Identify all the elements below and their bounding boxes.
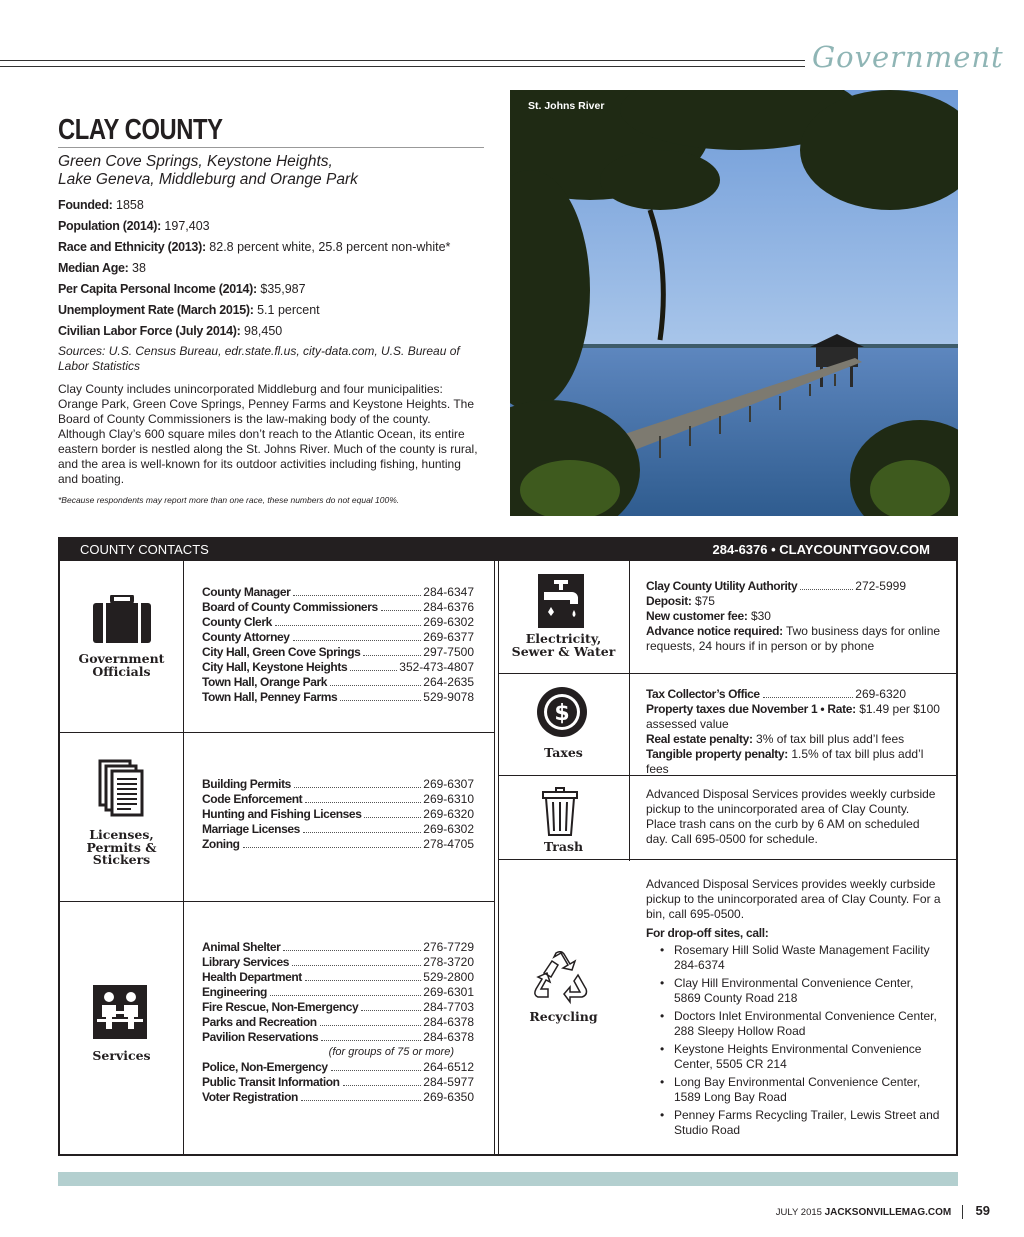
contact-phone: 269-6310 xyxy=(423,792,474,806)
contact-name: Hunting and Fishing Licenses xyxy=(202,807,362,821)
info-label: Advance notice required: xyxy=(646,624,783,638)
category-taxes: Taxes xyxy=(544,745,583,760)
contact-phone: 529-2800 xyxy=(423,970,474,984)
fact-unemployment xyxy=(58,300,490,321)
dollar-coin-icon xyxy=(536,686,588,738)
fact-label: Median Age: xyxy=(58,261,129,275)
category-utilities xyxy=(502,633,625,658)
property-tax-info xyxy=(646,702,942,732)
contact-entry xyxy=(202,807,474,822)
footer-separator xyxy=(962,1205,963,1219)
contact-name: Code Enforcement xyxy=(202,792,303,806)
fact-value: 5.1 percent xyxy=(253,303,320,317)
contact-phone: 269-6302 xyxy=(423,822,474,836)
category-label-line: Government xyxy=(78,651,165,666)
contact-phone: 269-6377 xyxy=(423,630,474,644)
fact-label: Per Capita Personal Income (2014): xyxy=(58,282,257,296)
contact-phone: 269-6302 xyxy=(423,615,474,629)
dropoff-site: Rosemary Hill Solid Waste Management Facility 284-6374 xyxy=(674,943,930,972)
county-contacts xyxy=(58,537,958,1156)
contact-name: City Hall, Green Cove Springs xyxy=(202,645,361,659)
info-label: New customer fee: xyxy=(646,609,748,623)
fact-value: 98,450 xyxy=(240,324,283,338)
info-label: Property taxes due November 1 • Rate: xyxy=(646,702,856,716)
contact-entry xyxy=(202,585,474,600)
services-contacts-list xyxy=(202,940,474,1105)
contact-entry xyxy=(202,1015,474,1030)
contacts-header xyxy=(60,539,956,561)
fact-label: Race and Ethnicity (2013): xyxy=(58,240,206,254)
category-government-officials xyxy=(64,653,179,678)
utilities-info xyxy=(646,579,942,654)
info-label: Tangible property penalty: xyxy=(646,747,788,761)
recycle-icon xyxy=(534,951,588,1005)
category-label-line: Electricity, xyxy=(525,631,602,646)
river-photo xyxy=(510,90,958,516)
contact-name: City Hall, Keystone Heights xyxy=(202,660,348,674)
page-footer xyxy=(700,1203,990,1219)
contact-name: Public Transit Information xyxy=(202,1075,340,1089)
fact-value: 82.8 percent white, 25.8 percent non-white* xyxy=(205,240,451,254)
contact-phone: 269-6301 xyxy=(423,985,474,999)
fact-labor-force xyxy=(58,321,490,342)
category-recycling: Recycling xyxy=(529,1009,598,1024)
licenses-contacts-list xyxy=(202,777,474,852)
advance-notice xyxy=(646,624,942,654)
svg-text:$: $ xyxy=(554,701,570,726)
pavilion-note: (for groups of 75 or more) xyxy=(328,1046,454,1058)
contact-entry xyxy=(202,645,474,660)
contact-phone: 529-9078 xyxy=(423,690,474,704)
category-licenses-permits xyxy=(64,829,179,867)
header-rule-top xyxy=(0,60,805,61)
contact-entry xyxy=(202,615,474,630)
contact-name: Town Hall, Orange Park xyxy=(202,675,328,689)
fact-value: 38 xyxy=(128,261,146,275)
contact-name: Building Permits xyxy=(202,777,291,791)
dropoff-site: Long Bay Environmental Convenience Center, 1589 Long Bay Road xyxy=(674,1075,921,1104)
category-label-line: Licenses, xyxy=(89,827,154,842)
dropoff-heading xyxy=(646,926,942,941)
fact-median-age xyxy=(58,258,490,279)
contact-entry xyxy=(202,985,474,1000)
header-rule-bottom xyxy=(0,66,805,67)
documents-icon xyxy=(98,759,146,817)
bullet: • xyxy=(660,1075,665,1089)
divider xyxy=(494,561,495,1156)
fact-founded xyxy=(58,195,490,216)
contact-entry xyxy=(646,579,906,594)
bullet: • xyxy=(660,943,665,957)
contact-phone: 352-473-4807 xyxy=(399,660,474,674)
contact-entry xyxy=(202,1030,474,1045)
contact-name: County Clerk xyxy=(202,615,272,629)
contact-phone: 269-6320 xyxy=(423,807,474,821)
contact-phone: 269-6320 xyxy=(855,687,906,701)
contact-name: Zoning xyxy=(202,837,240,851)
contact-name: Pavilion Reservations xyxy=(202,1030,319,1044)
magazine-url: JACKSONVILLEMAG.COM xyxy=(824,1207,952,1218)
contact-phone: 272-5999 xyxy=(855,579,906,593)
page-number: 59 xyxy=(975,1203,990,1218)
footer-accent-bar xyxy=(58,1172,958,1186)
government-contacts-list xyxy=(202,585,474,705)
contact-entry xyxy=(202,777,474,792)
divider xyxy=(60,901,495,902)
info-label: Real estate penalty: xyxy=(646,732,753,746)
contacts-phone-website: 284-6376 • CLAYCOUNTYGOV.COM xyxy=(712,542,930,557)
contact-phone: 284-5977 xyxy=(423,1075,474,1089)
contact-entry xyxy=(202,822,474,837)
contact-entry xyxy=(202,955,474,970)
dropoff-label: For drop-off sites, call: xyxy=(646,926,769,940)
tangible-property-penalty xyxy=(646,747,942,777)
dropoff-site: Clay Hill Environmental Convenience Center, 5869 County Road 218 xyxy=(674,976,914,1005)
info-label: Deposit: xyxy=(646,594,692,608)
contact-name: Animal Shelter xyxy=(202,940,281,954)
contact-phone: 278-4705 xyxy=(423,837,474,851)
contact-name: Marriage Licenses xyxy=(202,822,300,836)
category-label-line: Stickers xyxy=(92,852,151,867)
info-value: 3% of tax bill plus add’l fees xyxy=(752,732,905,746)
contact-entry xyxy=(202,660,474,675)
dropoff-site: Keystone Heights Environmental Convenience Center, 5505 CR 214 xyxy=(674,1042,922,1071)
fact-label: Civilian Labor Force (July 2014): xyxy=(58,324,241,338)
contact-entry xyxy=(202,690,474,705)
fact-value: 197,403 xyxy=(160,219,210,233)
title-rule xyxy=(58,147,484,148)
services-desk-icon xyxy=(93,985,147,1039)
subtitle-line: Green Cove Springs, Keystone Heights, xyxy=(58,153,333,170)
contact-phone: 284-6347 xyxy=(423,585,474,599)
contact-name: County Attorney xyxy=(202,630,290,644)
info-value: $30 xyxy=(747,609,771,623)
fact-label: Unemployment Rate (March 2015): xyxy=(58,303,254,317)
bullet: • xyxy=(660,1108,665,1122)
divider xyxy=(498,859,958,860)
fact-income xyxy=(58,279,490,300)
issue-date: JULY 2015 xyxy=(775,1207,822,1218)
contact-entry xyxy=(202,630,474,645)
fact-race xyxy=(58,237,490,258)
divider xyxy=(498,673,958,674)
info-value: 1.5% of tax bill plus add’l fees xyxy=(646,747,924,776)
category-label-line: Sewer & Water xyxy=(511,643,616,659)
river-photo-illustration xyxy=(510,90,958,516)
contact-name: Engineering xyxy=(202,985,267,999)
list-item xyxy=(646,943,942,973)
bullet: • xyxy=(660,1042,665,1056)
contact-entry xyxy=(202,1090,474,1105)
contact-name: Voter Registration xyxy=(202,1090,298,1104)
fact-label: Population (2014): xyxy=(58,219,161,233)
county-facts xyxy=(58,195,490,342)
list-item xyxy=(646,1042,942,1072)
new-customer-fee xyxy=(646,609,942,624)
info-value: Two business days for online requests, 24 hours if in person or by phone xyxy=(646,624,941,653)
fact-value: $35,987 xyxy=(256,282,306,296)
county-subtitle xyxy=(58,153,488,189)
divider xyxy=(60,732,495,733)
contact-name: County Manager xyxy=(202,585,291,599)
contact-entry xyxy=(202,1075,474,1090)
county-description: Clay County includes unincorporated Middleburg and four municipalities: Orange Park, Green Cove Springs, Penney Farms and Keystone Heights. The Board of County Commissioners is the law-making body of the county. Although Clay’s 600 square miles don’t reach to the Atlantic Ocean, its entire eastern border is nestled along the St. Johns River. Much of the county is rural, and the area is well-known for its outdoor activities including fishing, hunting and boating. xyxy=(58,382,478,486)
contact-name: Board of County Commissioners xyxy=(202,600,378,614)
contact-phone: 284-7703 xyxy=(423,1000,474,1014)
contact-entry xyxy=(202,1060,474,1075)
contact-phone: 284-6378 xyxy=(423,1015,474,1029)
contact-phone: 284-6378 xyxy=(423,1030,474,1044)
fact-population xyxy=(58,216,490,237)
contact-entry xyxy=(202,600,474,615)
subtitle-line: Lake Geneva, Middleburg and Orange Park xyxy=(58,171,358,188)
list-item xyxy=(646,976,942,1006)
divider xyxy=(183,561,184,1156)
trash-can-icon xyxy=(542,787,578,837)
list-item xyxy=(646,1108,942,1138)
contact-name: Library Services xyxy=(202,955,289,969)
contact-entry xyxy=(202,940,474,955)
contact-name: Health Department xyxy=(202,970,302,984)
real-estate-penalty xyxy=(646,732,942,747)
photo-caption: St. Johns River xyxy=(528,100,605,112)
trash-info: Advanced Disposal Services provides weekly curbside pickup to the unincorporated area of Clay County. Place trash cans on the curb by 6 AM on scheduled day. Call 695-0500 for schedule. xyxy=(646,787,936,846)
county-title: CLAY COUNTY xyxy=(58,114,223,146)
contact-name: Parks and Recreation xyxy=(202,1015,317,1029)
briefcase-icon xyxy=(93,595,151,643)
contact-phone: 278-3720 xyxy=(423,955,474,969)
contacts-heading: COUNTY CONTACTS xyxy=(80,542,209,557)
info-value: $1.49 per $100 assessed value xyxy=(646,702,940,731)
contact-name: Tax Collector’s Office xyxy=(646,687,760,701)
faucet-icon xyxy=(538,574,584,628)
footnote: *Because respondents may report more than one race, these numbers do not equal 100%. xyxy=(58,495,400,505)
fact-value: 1858 xyxy=(112,198,144,212)
contact-entry xyxy=(202,1000,474,1015)
contact-phone: 264-2635 xyxy=(423,675,474,689)
contact-name: Clay County Utility Authority xyxy=(646,579,798,593)
dropoff-site: Penney Farms Recycling Trailer, Lewis Street and Studio Road xyxy=(674,1108,940,1137)
contact-entry xyxy=(646,687,906,702)
bullet: • xyxy=(660,976,665,990)
category-trash: Trash xyxy=(543,839,584,854)
info-value: $75 xyxy=(691,594,715,608)
contact-phone: 269-6307 xyxy=(423,777,474,791)
taxes-info xyxy=(646,687,942,777)
contact-phone: 297-7500 xyxy=(423,645,474,659)
category-services: Services xyxy=(92,1048,151,1063)
contact-phone: 269-6350 xyxy=(423,1090,474,1104)
contact-phone: 264-6512 xyxy=(423,1060,474,1074)
bullet: • xyxy=(660,1009,665,1023)
section-title: Government xyxy=(812,40,1004,74)
contact-name: Police, Non-Emergency xyxy=(202,1060,328,1074)
list-item xyxy=(646,1009,942,1039)
deposit-info xyxy=(646,594,942,609)
category-label-line: Permits & xyxy=(86,839,157,855)
sources: Sources: U.S. Census Bureau, edr.state.fl.us, city-data.com, U.S. Bureau of Labor Statistics xyxy=(58,344,460,373)
contact-entry xyxy=(202,837,474,852)
list-item xyxy=(646,1075,942,1105)
divider xyxy=(629,561,630,861)
contact-phone: 284-6376 xyxy=(423,600,474,614)
fact-label: Founded: xyxy=(58,198,113,212)
dropoff-sites-list xyxy=(646,943,942,1138)
contact-name: Town Hall, Penney Farms xyxy=(202,690,338,704)
contact-entry xyxy=(202,792,474,807)
dropoff-site: Doctors Inlet Environmental Convenience Center, 288 Sleepy Hollow Road xyxy=(674,1009,937,1038)
contact-name: Fire Rescue, Non-Emergency xyxy=(202,1000,359,1014)
recycling-info xyxy=(646,877,942,1141)
contact-phone: 276-7729 xyxy=(423,940,474,954)
recycling-text: Advanced Disposal Services provides weekly curbside pickup to the unincorporated area of Clay County. For a bin, call 695-0500. xyxy=(646,877,941,921)
contact-entry xyxy=(202,970,474,985)
contact-entry xyxy=(202,675,474,690)
category-label-line: Officials xyxy=(92,663,151,679)
